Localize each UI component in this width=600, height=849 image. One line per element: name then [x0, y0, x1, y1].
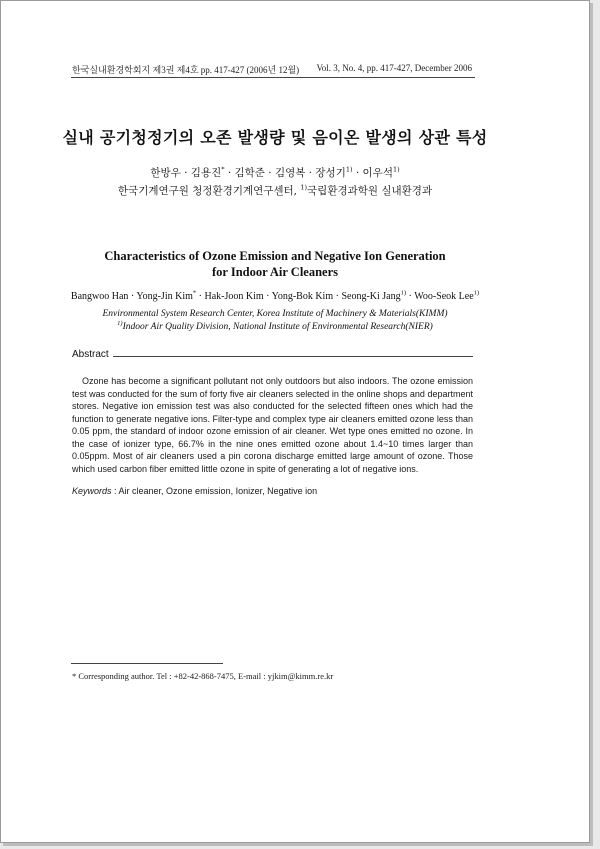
author-name: 한방우	[150, 167, 181, 179]
korean-affiliation	[1, 183, 549, 198]
english-affiliation-1: Environmental System Research Center, Korea Institute of Machinery & Materials(KIMM)	[102, 309, 448, 319]
journal-header-english: Vol. 3, No. 4, pp. 417-427, December 2006	[316, 63, 472, 73]
author-affiliation-mark: 1)	[392, 165, 400, 174]
author-separator: ·	[263, 291, 272, 302]
author-name: Woo-Seok Lee	[414, 291, 474, 302]
author-separator: ·	[305, 167, 316, 179]
author-affiliation-mark: *	[221, 165, 225, 174]
abstract-divider	[113, 356, 473, 357]
author-affiliation-mark: *	[192, 289, 197, 297]
corresponding-author-footnote: * Corresponding author. Tel : +82-42-868-7475, E-mail : yjkim@kimm.re.kr	[72, 671, 334, 681]
keywords	[72, 486, 473, 496]
author-separator: ·	[264, 167, 275, 179]
author-affiliation-mark: 1)	[400, 289, 407, 297]
footnote-divider	[71, 663, 223, 664]
english-affiliation-2-text: Indoor Air Quality Division, National Institute of Environmental Research(NIER)	[122, 322, 433, 332]
author-name: Bangwoo Han	[70, 291, 129, 302]
abstract-body: Ozone has become a significant pollutant not only outdoors but also indoors. The ozone emission test was conducted for the sum of forty five air cleaners selected in the online shops and department stores. Negative ion emission test was also conducted for the selected fifteen ones which had the function to generate negative ions. Filter-type and complex type air cleaners emitted ozone less than 0.05 ppm, the standard of indoor ozone emission of air cleaner. Wet type ones emitted no ozone. In the case of ionizer type, 66.7% in the nine ones emitted ozone about 1.4~10 times larger than 0.05ppm. Most of air cleaners used a pin corona discharge emitted large amount of ozone. Those which used carbon fiber emitted little ozone in spite of generating a lot of negative ions.	[72, 376, 473, 474]
author-separator: ·	[352, 167, 363, 179]
english-title-line-1: Characteristics of Ozone Emission and Negative Ion Generation	[104, 249, 446, 263]
author-separator: ·	[406, 291, 415, 302]
keywords-label: Keywords	[72, 486, 112, 496]
author-separator: ·	[196, 291, 205, 302]
korean-affiliation-2: 국립환경과학원 실내환경과	[307, 185, 433, 197]
author-name: 김영복	[274, 167, 306, 179]
korean-title: 실내 공기청정기의 오존 발생량 및 음이온 발생의 상관 특성	[62, 128, 488, 147]
english-affiliation-2-mark: 1)	[117, 319, 123, 327]
author-separator: ·	[224, 167, 235, 179]
journal-header-korean: 한국실내환경학회지 제3권 제4호 pp. 417-427 (2006년 12월)	[72, 65, 300, 75]
author-separator: ·	[333, 291, 342, 302]
english-affiliation-2	[1, 319, 549, 332]
korean-authors	[1, 165, 549, 180]
english-authors	[1, 291, 549, 302]
author-separator: ·	[128, 291, 137, 302]
abstract-heading: Abstract	[72, 349, 109, 360]
author-separator: ·	[180, 167, 191, 179]
author-name: 장성기	[315, 167, 346, 179]
author-name: 김학준	[234, 167, 265, 179]
keywords-text: : Air cleaner, Ozone emission, Ionizer, Negative ion	[111, 486, 318, 496]
author-name: Hak-Joon Kim	[204, 291, 264, 302]
korean-affiliation-2-mark: 1)	[300, 183, 308, 192]
author-affiliation-mark: 1)	[345, 165, 353, 174]
author-name: 김용진	[190, 167, 222, 179]
author-name: Seong-Ki Jang	[341, 291, 401, 302]
author-name: Yong-Jin Kim	[136, 291, 193, 302]
english-title-line-2: for Indoor Air Cleaners	[211, 265, 339, 279]
korean-affiliation-1: 한국기계연구원 청정환경기계연구센터,	[117, 185, 301, 197]
author-name: Yong-Bok Kim	[271, 291, 334, 302]
header-divider	[71, 77, 475, 78]
author-name: 이우석	[362, 167, 393, 179]
author-affiliation-mark: 1)	[473, 289, 480, 297]
